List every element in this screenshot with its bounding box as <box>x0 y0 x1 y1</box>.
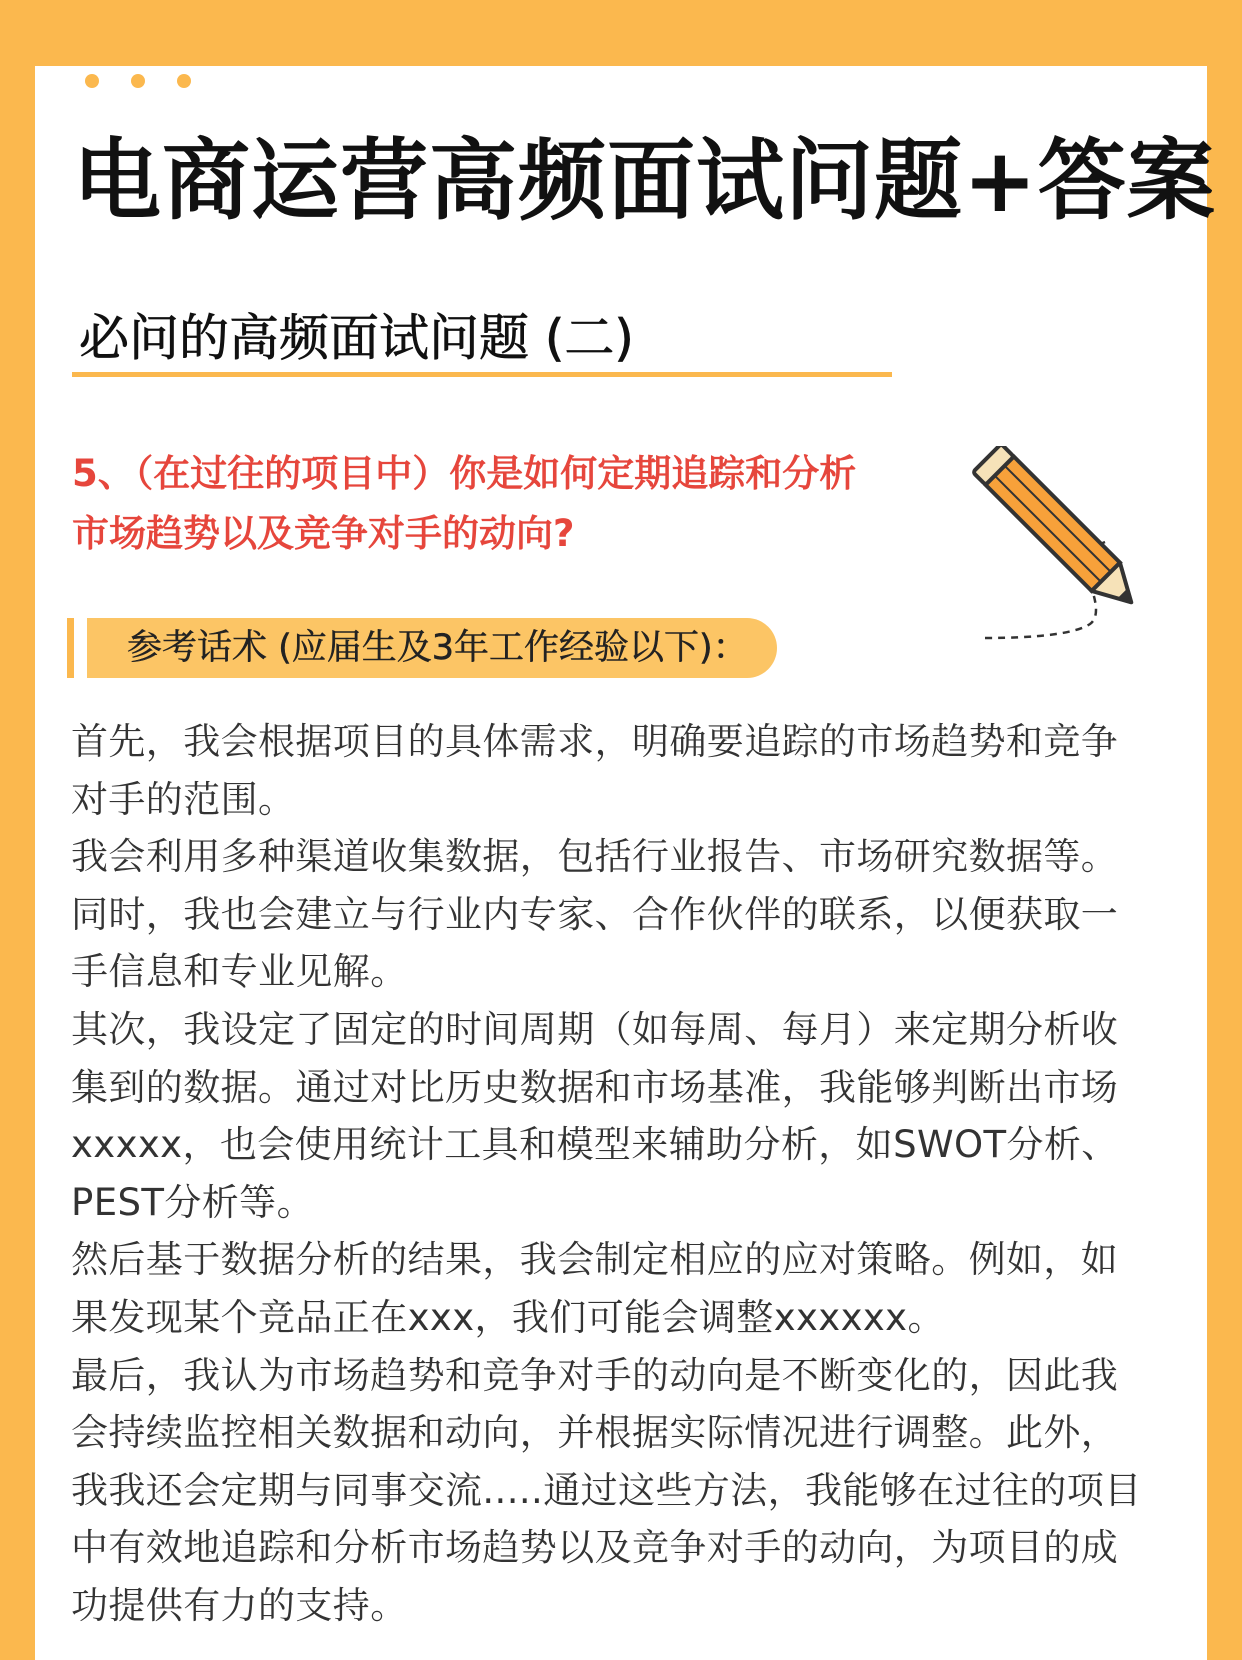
answer-line: 其次，我设定了固定的时间周期（如每周、每月）来定期分析收 <box>71 1007 1119 1051</box>
section-subtitle: 必问的高频面试问题 (二) <box>79 309 634 367</box>
answer-line: 集到的数据。通过对比历史数据和市场基准，我能够判断出市场 <box>71 1065 1119 1109</box>
answer-line: 手信息和专业见解。 <box>71 950 408 994</box>
answer-line: 我我还会定期与同事交流.....通过这些方法，我能够在过往的项目 <box>71 1468 1142 1512</box>
question-heading <box>72 444 932 564</box>
answer-line: xxxxx，也会使用统计工具和模型来辅助分析，如SWOT分析、 <box>71 1123 1119 1167</box>
answer-line: 然后基于数据分析的结果，我会制定相应的应对策略。例如，如 <box>71 1238 1119 1282</box>
question-line: 市场趋势以及竞争对手的动向? <box>72 512 575 555</box>
decor-dot <box>131 74 145 88</box>
subtitle-underline <box>72 372 892 377</box>
answer-line: 会持续监控相关数据和动向，并根据实际情况进行调整。此外， <box>71 1411 1119 1455</box>
reference-label: 参考话术 (应届生及3年工作经验以下)： <box>127 628 748 668</box>
decor-dot <box>85 74 99 88</box>
answer-line: 中有效地追踪和分析市场趋势以及竞争对手的动向，为项目的成 <box>71 1526 1119 1570</box>
answer-line: 首先，我会根据项目的具体需求，明确要追踪的市场趋势和竞争 <box>71 720 1119 763</box>
answer-line: PEST分析等。 <box>71 1180 314 1224</box>
answer-line: 同时，我也会建立与行业内专家、合作伙伴的联系，以便获取一 <box>71 892 1119 936</box>
content-card <box>35 66 1216 1660</box>
answer-line: 我会利用多种渠道收集数据，包括行业报告、市场研究数据等。 <box>71 835 1119 879</box>
reference-accent-bar <box>67 618 74 678</box>
pencil-icon <box>925 446 1185 686</box>
answer-line: 对手的范围。 <box>71 777 296 821</box>
question-line: 5、（在过往的项目中）你是如何定期追踪和分析 <box>72 452 857 495</box>
page-title: 电商运营高频面试问题+答案 <box>73 129 1216 232</box>
decor-dot <box>177 74 191 88</box>
answer-body <box>71 713 1181 1635</box>
answer-line: 果发现某个竞品正在xxx，我们可能会调整xxxxxx。 <box>71 1295 945 1339</box>
answer-line: 功提供有力的支持。 <box>71 1583 408 1627</box>
answer-line: 最后，我认为市场趋势和竞争对手的动向是不断变化的，因此我 <box>71 1353 1119 1397</box>
